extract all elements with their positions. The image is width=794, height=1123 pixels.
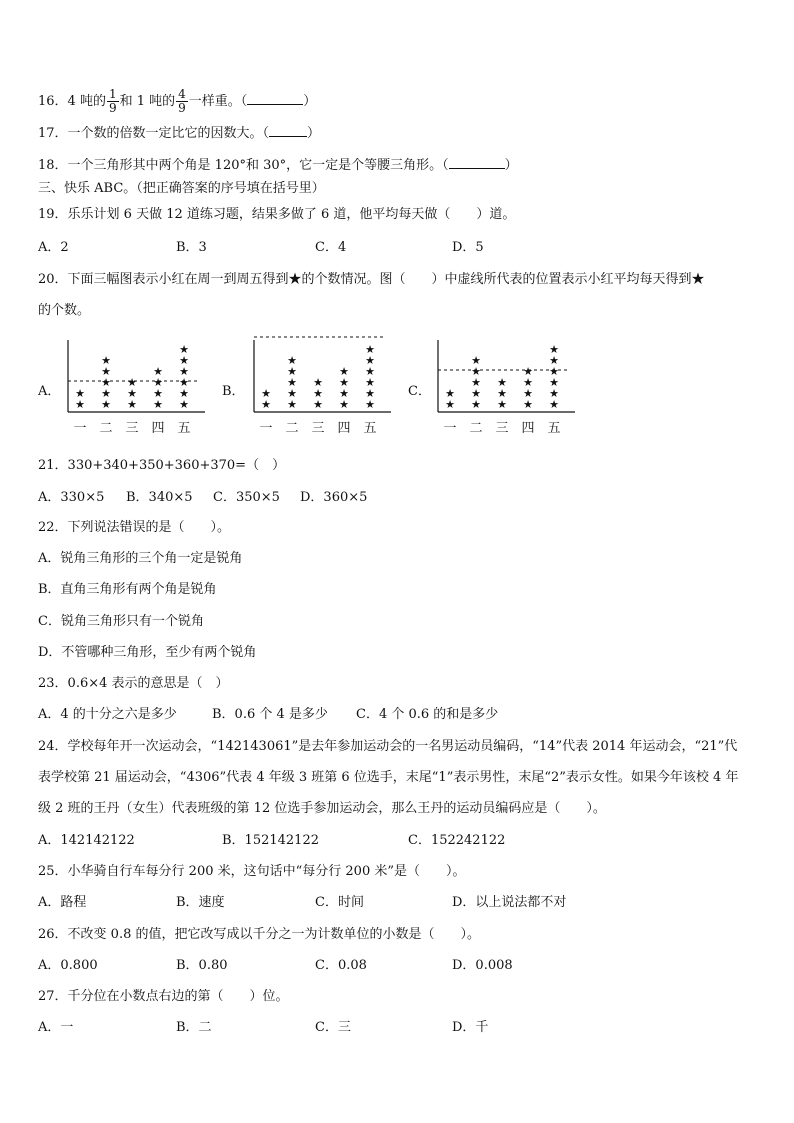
chart-star-mark: ★ (179, 387, 189, 400)
chart-b-label[interactable]: B． (222, 384, 245, 399)
chart-star-mark: ★ (127, 387, 137, 400)
question-17 (38, 124, 320, 142)
q25-option-b[interactable]: B．速度 (176, 895, 225, 910)
q22-option-a[interactable]: A．锐角三角形的三个角一定是锐角 (38, 551, 243, 566)
q19-option-d[interactable]: D．5 (452, 240, 484, 255)
q18-text-end: ） (504, 158, 518, 173)
q27-option-b[interactable]: B．二 (176, 1020, 212, 1035)
chart-star-mark: ★ (471, 398, 481, 411)
chart-star-mark: ★ (261, 387, 271, 400)
chart-a-label[interactable]: A． (38, 384, 61, 399)
q26-option-b[interactable]: B．0.80 (176, 958, 228, 973)
chart-star-mark: ★ (471, 387, 481, 400)
chart-day-label: 五 (177, 421, 191, 436)
chart-star-mark: ★ (549, 354, 559, 367)
chart-day-label: 三 (125, 421, 139, 436)
q26-option-c[interactable]: C．0.08 (315, 958, 367, 973)
chart-day-label: 二 (285, 421, 299, 436)
chart-day-label: 二 (99, 421, 113, 436)
chart-star-mark: ★ (75, 387, 85, 400)
q21-option-c[interactable]: C．350×5 (213, 490, 280, 505)
fraction-numerator: 1 (108, 87, 117, 101)
star-chart-b (246, 336, 396, 444)
q19-option-a[interactable]: A．2 (38, 240, 69, 255)
chart-star-mark: ★ (339, 376, 349, 389)
question-21-stem: 21．330+340+350+360+370=（ ） (38, 458, 286, 473)
chart-star-mark: ★ (127, 376, 137, 389)
q26-option-d[interactable]: D．0.008 (452, 958, 513, 973)
chart-star-mark: ★ (549, 387, 559, 400)
q22-option-b[interactable]: B．直角三角形有两个角是锐角 (38, 582, 217, 597)
chart-star-mark: ★ (549, 365, 559, 378)
question-23-stem: 23．0.6×4 表示的意思是（ ） (38, 676, 229, 691)
chart-star-mark: ★ (75, 398, 85, 411)
question-26-stem: 26．不改变 0.8 的值，把它改写成以千分之一为计数单位的小数是（ ）。 (38, 927, 480, 942)
chart-day-label: 四 (337, 421, 351, 436)
chart-star-mark: ★ (287, 354, 297, 367)
chart-day-label: 四 (521, 421, 535, 436)
question-18 (38, 156, 518, 174)
chart-star-mark: ★ (287, 365, 297, 378)
chart-star-mark: ★ (365, 387, 375, 400)
chart-star-mark: ★ (101, 354, 111, 367)
chart-star-mark: ★ (365, 354, 375, 367)
chart-star-mark: ★ (549, 398, 559, 411)
chart-day-label: 五 (363, 421, 377, 436)
chart-star-mark: ★ (471, 365, 481, 378)
q25-option-c[interactable]: C．时间 (315, 895, 364, 910)
q21-option-d[interactable]: D．360×5 (300, 490, 368, 505)
chart-star-mark: ★ (471, 376, 481, 389)
chart-star-mark: ★ (523, 387, 533, 400)
chart-star-mark: ★ (549, 343, 559, 356)
chart-day-label: 五 (547, 421, 561, 436)
chart-star-mark: ★ (101, 376, 111, 389)
fraction-denominator: 9 (178, 101, 186, 115)
chart-star-mark: ★ (287, 376, 297, 389)
q18-text: 18．一个三角形其中两个角是 120°和 30°，它一定是个等腰三角形。（ (38, 158, 449, 173)
chart-star-mark: ★ (339, 387, 349, 400)
star-chart-a (60, 336, 210, 444)
chart-star-mark: ★ (497, 398, 507, 411)
q19-option-c[interactable]: C．4 (315, 240, 347, 255)
question-19-stem: 19．乐乐计划 6 天做 12 道练习题，结果多做了 6 道，他平均每天做（ ）道。 (38, 207, 516, 222)
q21-option-b[interactable]: B．340×5 (126, 490, 193, 505)
q16-text-post: 一样重。（ (188, 94, 248, 109)
chart-star-mark: ★ (445, 398, 455, 411)
q19-option-b[interactable]: B．3 (176, 240, 207, 255)
q22-option-d[interactable]: D．不管哪种三角形，至少有两个锐角 (38, 645, 257, 660)
chart-star-mark: ★ (497, 376, 507, 389)
q24-option-c[interactable]: C．152242122 (408, 833, 506, 848)
chart-day-label: 四 (151, 421, 165, 436)
chart-star-mark: ★ (179, 343, 189, 356)
chart-star-mark: ★ (179, 365, 189, 378)
chart-star-mark: ★ (497, 387, 507, 400)
chart-star-mark: ★ (179, 398, 189, 411)
chart-c-label[interactable]: C． (408, 384, 431, 399)
chart-star-mark: ★ (549, 376, 559, 389)
q27-option-a[interactable]: A．一 (38, 1020, 74, 1035)
q26-option-a[interactable]: A．0.800 (38, 958, 98, 973)
q17-text-end: ） (307, 126, 321, 141)
question-22-stem: 22．下列说法错误的是（ ）。 (38, 520, 231, 535)
chart-star-mark: ★ (127, 398, 137, 411)
chart-star-mark: ★ (313, 398, 323, 411)
chart-day-label: 三 (311, 421, 325, 436)
chart-star-mark: ★ (153, 398, 163, 411)
question-25-stem: 25．小华骑自行车每分行 200 米，这句话中“每分行 200 米”是（ ）。 (38, 864, 466, 879)
q17-answer-blank[interactable] (269, 124, 307, 137)
chart-star-mark: ★ (287, 387, 297, 400)
question-24-line-1: 24．学校每年开一次运动会，“142143061”是去年参加运动会的一名男运动员编码，“14”代表 2014 年运动会，“21”代 (38, 739, 738, 754)
chart-star-mark: ★ (365, 398, 375, 411)
q23-option-b[interactable]: B．0.6 个 4 是多少 (212, 707, 328, 722)
chart-day-label: 二 (469, 421, 483, 436)
q16-fraction-1 (107, 88, 119, 115)
q17-text: 17．一个数的倍数一定比它的因数大。（ (38, 126, 270, 141)
q24-option-b[interactable]: B．152142122 (222, 833, 319, 848)
q27-option-d[interactable]: D．千 (452, 1020, 489, 1035)
question-24-line-3: 级 2 班的王丹（女生）代表班级的第 12 位选手参加运动会，那么王丹的运动员编码应是（ ）。 (38, 801, 606, 816)
chart-star-mark: ★ (523, 398, 533, 411)
question-16 (38, 88, 316, 115)
q27-option-c[interactable]: C．三 (315, 1020, 351, 1035)
chart-star-mark: ★ (287, 398, 297, 411)
chart-star-mark: ★ (313, 376, 323, 389)
chart-star-mark: ★ (445, 387, 455, 400)
chart-star-mark: ★ (153, 365, 163, 378)
star-chart-c (430, 336, 580, 444)
chart-star-mark: ★ (179, 376, 189, 389)
question-24-line-2: 表学校第 21 届运动会，“4306”代表 4 年级 3 班第 6 位选手，末尾“1”表示男性，末尾“2”表示女性。如果今年该校 4 年 (38, 770, 739, 785)
chart-star-mark: ★ (471, 354, 481, 367)
chart-star-mark: ★ (153, 376, 163, 389)
chart-star-mark: ★ (101, 398, 111, 411)
question-27-stem: 27．千分位在小数点右边的第（ ）位。 (38, 989, 289, 1004)
chart-star-mark: ★ (365, 343, 375, 356)
q23-option-a[interactable]: A．4 的十分之六是多少 (38, 707, 177, 722)
q16-text-end: ） (303, 94, 317, 109)
chart-day-label: 一 (443, 421, 457, 436)
q23-option-c[interactable]: C．4 个 0.6 的和是多少 (356, 707, 499, 722)
chart-star-mark: ★ (101, 387, 111, 400)
q22-option-c[interactable]: C．锐角三角形只有一个锐角 (38, 614, 204, 629)
chart-star-mark: ★ (313, 387, 323, 400)
q16-text-pre: 16．4 吨的 (38, 94, 106, 109)
q16-fraction-2 (176, 88, 188, 115)
chart-star-mark: ★ (339, 398, 349, 411)
chart-star-mark: ★ (153, 387, 163, 400)
chart-star-mark: ★ (339, 365, 349, 378)
q25-option-d[interactable]: D．以上说法都不对 (452, 895, 567, 910)
q16-text-mid: 和 1 吨的 (119, 94, 176, 109)
chart-star-mark: ★ (523, 376, 533, 389)
q18-answer-blank[interactable] (449, 156, 505, 169)
chart-star-mark: ★ (101, 365, 111, 378)
q21-option-a[interactable]: A．330×5 (38, 490, 105, 505)
chart-star-mark: ★ (179, 354, 189, 367)
chart-day-label: 一 (73, 421, 87, 436)
question-20-stem-line-2: 的个数。 (38, 303, 91, 318)
q24-option-a[interactable]: A．142142122 (38, 833, 135, 848)
q25-option-a[interactable]: A．路程 (38, 895, 87, 910)
question-20-stem-line-1: 20．下面三幅图表示小红在周一到周五得到★的个数情况。图（ ）中虚线所代表的位置表示小红平均每天得到★ (38, 272, 705, 287)
chart-day-label: 一 (259, 421, 273, 436)
chart-star-mark: ★ (261, 398, 271, 411)
chart-star-mark: ★ (365, 376, 375, 389)
fraction-numerator: 4 (178, 87, 186, 101)
chart-day-label: 三 (495, 421, 509, 436)
fraction-denominator: 9 (108, 101, 117, 115)
q16-answer-blank[interactable] (247, 92, 303, 105)
chart-star-mark: ★ (523, 365, 533, 378)
chart-star-mark: ★ (365, 365, 375, 378)
section-3-heading: 三、快乐 ABC。（把正确答案的序号填在括号里） (38, 181, 325, 196)
